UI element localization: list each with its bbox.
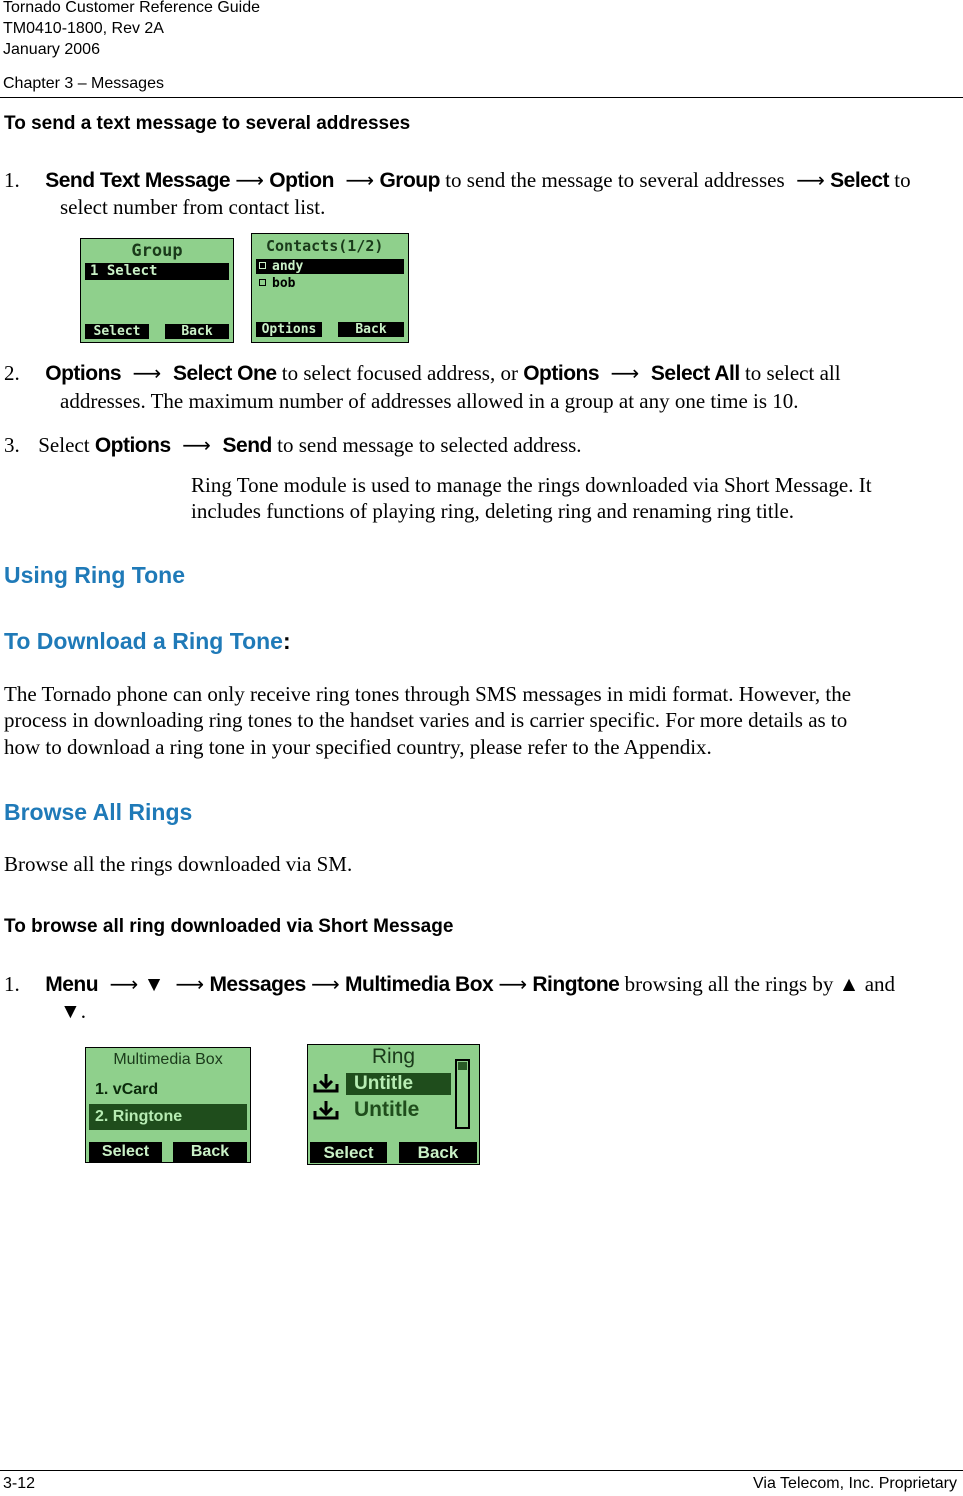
arrow-right-icon: ⟶ [175,433,218,457]
keyword-options: Options [94,434,171,457]
heading-text: To Download a Ring Tone [4,628,283,654]
contact-name: bob [272,276,296,291]
step-text: to send the message to several addresses [439,168,790,192]
keyword-send: Send [222,434,272,457]
arrow-right-icon: ⟶ [311,972,340,996]
screen-multimedia-box [85,1047,251,1163]
keyword-select-one: Select One [172,362,277,385]
doc-title: Tornado Customer Reference Guide [3,0,261,16]
screen-title: Contacts(1/2) [266,237,384,255]
doc-number: TM0410-1800, Rev 2A [3,20,164,37]
step-number: 2. [4,361,20,385]
softkey-back: Back [338,322,404,337]
ring-item: Untitle [354,1098,420,1121]
arrow-right-icon: ⟶ [498,972,528,996]
keyword-ringtone: Ringtone [532,973,620,996]
keyword-messages: Messages [209,973,306,996]
checkbox-icon [259,279,266,286]
list-item-selected: 2. Ringtone [89,1104,247,1130]
step-text: to select focused address, or [276,361,524,385]
subheading-browse-rings: To browse all ring downloaded via Short Message [4,916,454,937]
arrow-right-icon: ⟶ [169,972,205,996]
download-paragraph-line-1: The Tornado phone can only receive ring tones through SMS messages in midi format. However, the [4,682,852,706]
keyword-group: Group [379,169,440,192]
arrow-right-icon: ⟶ [604,361,646,385]
keyword-option: Option [269,169,334,192]
softkey-select: Select [310,1142,387,1163]
section-heading-using-ring-tone: Using Ring Tone [4,562,186,588]
keyword-menu: Menu [45,973,99,996]
keyword-select: Select [830,169,890,192]
softkey-back: Back [173,1142,247,1162]
arrow-right-icon: ⟶ [126,361,168,385]
arrow-right-icon: ⟶ [235,168,265,192]
section-heading-send-several: To send a text message to several addresses [4,113,411,134]
footer-proprietary: Via Telecom, Inc. Proprietary [753,1475,957,1492]
footer-rule [0,1470,963,1471]
doc-date: January 2006 [3,41,100,58]
download-paragraph-line-3: how to download a ring tone in your specified country, please refer to the Appendix. [4,735,712,759]
screen-ring [307,1044,480,1165]
keyword-down: ▼ [143,973,164,996]
screen-title: Ring [371,1045,416,1068]
screen-title: Group [131,241,183,261]
step-2-continuation: addresses. The maximum number of addresses allowed in a group at any one time is 10. [60,389,799,413]
contact-name: andy [272,259,304,274]
softkey-select: Select [85,324,149,339]
section-heading-browse: Browse All Rings [4,799,193,825]
step-text: browsing all the rings by ▲ and [619,972,896,996]
step-text: to [889,168,911,192]
screen-contacts [251,233,409,343]
step-1-browse [4,971,959,998]
list-item-selected: 1 Select [85,263,229,280]
page-number: 3-12 [3,1475,36,1492]
step-1-continuation: select number from contact list. [60,195,326,219]
download-icon [313,1099,339,1121]
screen-title: Multimedia Box [113,1051,223,1068]
checkbox-icon [259,262,266,269]
step-number: 1. [4,168,20,192]
keyword-select-all: Select All [650,362,740,385]
softkey-select: Select [89,1142,162,1162]
section-heading-download [4,628,291,655]
step-text: to select all [739,361,841,385]
browse-paragraph: Browse all the rings downloaded via SM. [4,852,353,876]
keyword-send-text-message: Send Text Message [45,169,231,192]
step-text: Select [38,433,95,457]
scrollbar[interactable] [455,1059,470,1129]
header-rule [0,97,963,98]
step-number: 3. [4,433,20,457]
scrollbar-thumb[interactable] [458,1062,467,1070]
chapter-title: Chapter 3 – Messages [3,75,164,92]
ring-item-selected: Untitle [346,1073,451,1095]
heading-colon: : [282,628,291,654]
contact-item-selected [256,259,404,274]
keyword-multimedia-box: Multimedia Box [345,973,494,996]
ring-tone-note-line-1: Ring Tone module is used to manage the rings downloaded via Short Message. It [191,473,872,497]
arrow-right-icon: ⟶ [339,168,375,192]
screen-group [80,238,234,343]
step-text: to send message to selected address. [271,433,582,457]
arrow-right-icon: ⟶ [103,972,139,996]
step-3-send [4,432,582,459]
list-item: 1. vCard [95,1081,159,1098]
keyword-options: Options [523,362,600,385]
step-2-options [4,360,959,387]
download-icon [313,1072,339,1094]
softkey-options: Options [256,322,322,337]
softkey-back: Back [165,324,229,339]
arrow-right-icon: ⟶ [789,168,825,192]
keyword-options: Options [45,362,122,385]
step-number: 1. [4,972,20,996]
download-paragraph-line-2: process in downloading ring tones to the handset varies and is carrier specific. For more details as to [4,708,848,732]
contact-item [256,276,295,291]
ring-tone-note-line-2: includes functions of playing ring, deleting ring and renaming ring title. [191,499,795,523]
softkey-back: Back [399,1142,477,1163]
step-1-send [4,167,959,194]
step-1-browse-continuation: ▼. [60,999,87,1023]
